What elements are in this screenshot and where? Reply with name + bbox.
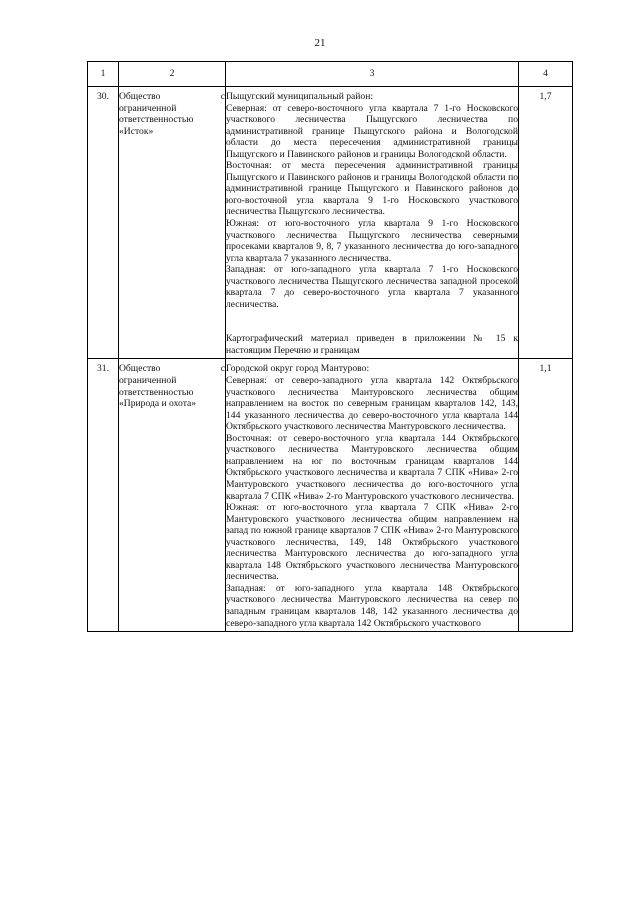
area-title: Городской округ город Мантурово: [226, 363, 370, 375]
boundary-description-cell [226, 87, 519, 359]
area-title: Пыщугский муниципальный район: [226, 91, 374, 102]
organization-cell [119, 87, 226, 359]
table-row [88, 87, 573, 359]
header-col-1: 1 [88, 62, 119, 87]
map-note: Картографический материал приведен в приложении № 15 к настоящим Перечню и границам [226, 333, 518, 356]
header-col-4: 4 [519, 62, 573, 87]
boundary-west: Западная: от юго-западного угла квартала 148 Октябрьского участкового лесничества Мантуровского лесничества на север по западным границам кварталов 148, 142 указанного лесничества до северо-западного угла квартала 142 Октябрьского участкового [226, 582, 518, 629]
header-col-3: 3 [226, 62, 519, 87]
organization-line: «Исток» [119, 125, 154, 137]
row-number: 30. [88, 87, 119, 359]
boundaries-table [87, 61, 573, 632]
table-row [88, 359, 573, 632]
organization-line: ответственностью [119, 114, 194, 126]
boundary-north: Северная: от северо-восточного угла квартала 7 1-го Носковского участкового лесничества Пыщугского лесничества по административной границе Пыщугского района и Вологодской области до места пересечения административной границы Пыщугского и Павинского районов и границы Вологодской области. [226, 102, 518, 160]
boundary-east: Восточная: от места пересечения административной границы Пыщугского и Павинского районов и границы Вологодской области по административной границе Пыщугского и Павинского районов до юго-восточной угла квартала 9 1-го Носковского участкового лесничества Пыщугского лесничества. [226, 160, 518, 218]
area-value: 1,7 [519, 87, 573, 359]
organization-line: «Природа и охота» [119, 398, 197, 410]
organization-line: ограниченной [119, 102, 177, 114]
area-value: 1,1 [519, 359, 573, 632]
organization-line: ограниченной [119, 375, 177, 387]
boundary-west: Западная: от юго-западного угла квартала 7 1-го Носковского участкового лесничества Пыщугского лесничества западной просекой квартала 7 до северо-восточного угла квартала 7 указанного лесничества. [226, 264, 518, 310]
boundary-south: Южная: от юго-восточного угла квартала 7 СПК «Нива» 2-го Мантуровского участкового лесничества общим направлением на запад по южной границе кварталов 7 СПК «Нива» 2-го Мантуровского участкового лесничества, 149, 148 Октябрьского участкового лесничества Мантуровского лесничества до юго-западного угла квартала 148 Октябрьского участкового лесничества Мантуровского лесничества. [226, 502, 518, 583]
page-number: 21 [314, 37, 326, 49]
row-number: 31. [88, 359, 119, 632]
table-header-row [88, 62, 573, 87]
organization-cell [119, 359, 226, 632]
boundary-south: Южная: от юго-восточного угла квартала 9 1-го Носковского участкового лесничества Пыщугского лесничества северными просеками кварталов 9, 8, 7 указанного лесничества до юго-западного угла квартала 7 указанного лесничества. [226, 218, 518, 264]
boundary-north: Северная: от северо-западного угла квартала 142 Октябрьского участкового лесничества Мантуровского лесничества общим направлением на восток по северным границам кварталов 142, 143, 144 указанного лесничества до северо-восточного угла квартала 144 Октябрьского участкового лесничества Мантуровского лесничества. [226, 375, 518, 433]
spacer [226, 310, 518, 333]
organization-line: Общество с [119, 363, 225, 375]
boundary-description-cell [226, 359, 519, 632]
boundary-east: Восточная: от северо-восточного угла квартала 144 Октябрьского участкового лесничества Мантуровского лесничества общим направлением на юг по восточным границам кварталов 144 Октябрьского участкового лесничества и квартала 7 СПК «Нива» 2-го Мантуровского участкового лесничества до юго-восточного угла квартала 7 СПК «Нива» 2-го Мантуровского участкового лесничества. [226, 432, 518, 502]
organization-line: ответственностью [119, 386, 194, 398]
header-col-2: 2 [119, 62, 226, 87]
organization-line: Общество с [119, 91, 225, 102]
